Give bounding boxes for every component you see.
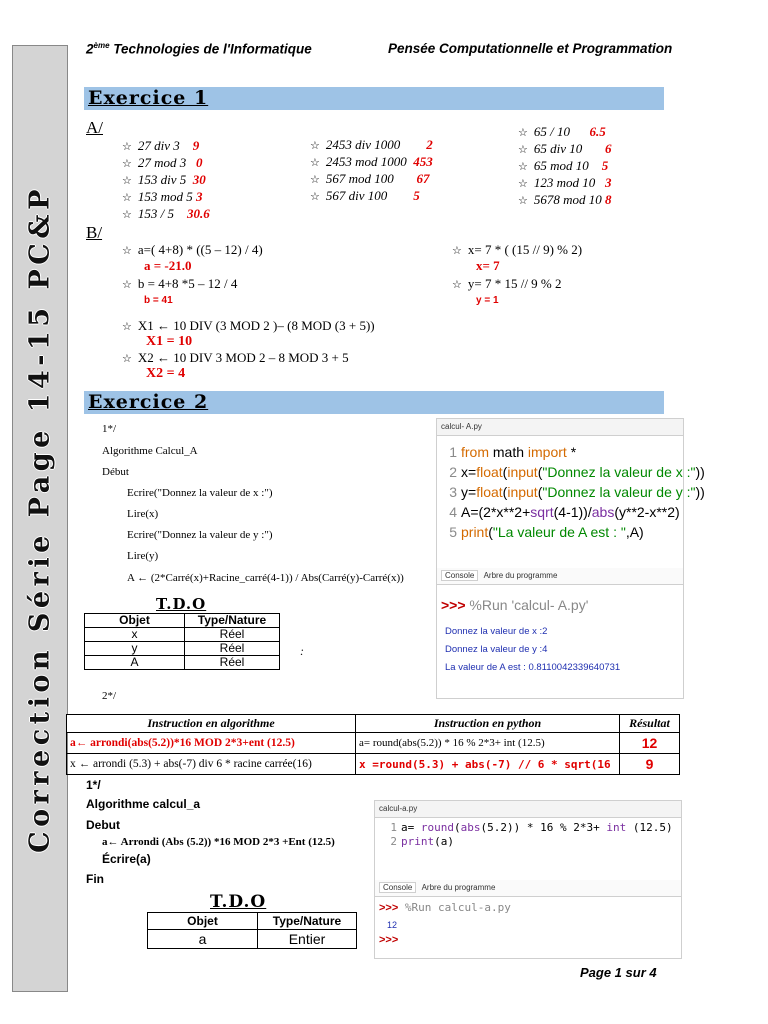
code-line: 5 print("La valeur de A est : ",A) [449, 524, 644, 540]
table-header: Instruction en algorithme [67, 715, 356, 733]
star-icon: ☆ [122, 245, 132, 257]
table-header: Instruction en python [356, 715, 620, 733]
exercise2-band [84, 391, 664, 414]
section-a-label: A/ [86, 118, 103, 137]
console-tabs [375, 880, 681, 897]
b-result: X1 = 10 [146, 334, 193, 349]
code-line: 4 A=(2*x**2+sqrt(4-1))/abs(y**2-x**2) [449, 504, 680, 520]
code-line: 2 print(a) [390, 835, 454, 848]
list-item: ☆ 567 mod 100 67 [310, 171, 430, 186]
list-item: ☆ 2453 div 1000 2 [310, 137, 433, 152]
tab-program-tree[interactable]: Arbre du programme [483, 571, 558, 580]
table-row: x ← arrondi (5.3) + abs(-7) div 6 * racine carrée(16) x =round(5.3) + abs(-7) // 6 * sqrt(16 9 [67, 754, 680, 775]
grade-suffix: ème [93, 41, 110, 50]
code-editor-1[interactable] [436, 418, 705, 570]
instruction-table [66, 714, 680, 775]
tab-console[interactable]: Console [441, 570, 478, 581]
b-result: y = 1 [476, 295, 499, 306]
star-icon: ☆ [452, 279, 462, 291]
table-header: Type/Nature [185, 614, 280, 628]
star-icon: ☆ [452, 245, 462, 257]
star-icon: ☆ [122, 279, 132, 291]
editor-tab[interactable]: calcul-a.py [375, 801, 681, 818]
tdo2-title: T.D.O [210, 892, 267, 912]
star-icon: ☆ [122, 321, 132, 333]
tab-program-tree[interactable]: Arbre du programme [421, 883, 496, 892]
header-left [86, 41, 312, 57]
console-1[interactable] [436, 568, 684, 699]
table-row: a Entier [148, 930, 357, 949]
star-icon: ☆ [122, 192, 132, 204]
list-item: ☆ 65 mod 10 5 [518, 158, 609, 173]
b-expr: X1 ← 10 DIV (3 MOD 2 )– (8 MOD (3 + 5)) [137, 318, 375, 333]
page-number: Page 1 sur 4 [580, 965, 657, 980]
algo-line: Lire(x) [127, 508, 159, 520]
table-row: A Réel [85, 656, 280, 670]
b-item-x1 [122, 318, 375, 350]
a-column-1 [122, 138, 210, 223]
part1-label: 1*/ [102, 423, 117, 435]
list-item: ☆ 5678 mod 10 8 [518, 192, 612, 207]
algo-line: A ← (2*Carré(x)+Racine_carré(4-1)) / Abs(Carré(y)-Carré(x)) [127, 572, 404, 584]
tdo1-title: T.D.O [156, 595, 207, 613]
a-column-3 [518, 124, 612, 209]
list-item: ☆ 153 / 5 30.6 [122, 206, 210, 221]
console-prompt: >>> [379, 902, 399, 914]
part2-label: 2*/ [102, 690, 117, 702]
list-item: ☆ 65 div 10 6 [518, 141, 612, 156]
list-item: ☆ 27 mod 3 0 [122, 155, 203, 170]
table-header: Type/Nature [258, 913, 357, 930]
star-icon: ☆ [310, 174, 320, 186]
section-b-label: B/ [86, 223, 103, 242]
output-line: Donnez la valeur de y :4 [445, 644, 548, 655]
grade-number: 2 [86, 41, 94, 57]
b-expr: b = 4+8 *5 – 12 / 4 [137, 276, 238, 291]
list-item: ☆ 2453 mod 1000 453 [310, 154, 433, 169]
tdo2-table [147, 912, 357, 949]
star-icon: ☆ [310, 191, 320, 203]
algo2-title: Algorithme calcul_a [86, 797, 201, 811]
console-run: %Run 'calcul- A.py' [469, 597, 589, 613]
algo-line: Ecrire("Donnez la valeur de y :") [127, 529, 273, 541]
header-right: Pensée Computationnelle et Programmation [388, 41, 673, 56]
code-line: 2 x=float(input("Donnez la valeur de x :")) [449, 464, 705, 480]
list-item: ☆ 153 mod 5 3 [122, 189, 203, 204]
sidebar-title: Correction Série Page 14-15 PC&P [24, 184, 56, 853]
table-header: Objet [85, 614, 185, 628]
output-line: Donnez la valeur de x :2 [445, 626, 548, 637]
sidebar-banner [12, 45, 68, 992]
algo2-line: a← Arrondi (Abs (5.2)) *16 MOD 2*3 +Ent (12.5) [102, 836, 335, 848]
tab-console[interactable]: Console [379, 882, 416, 893]
header-subject: Technologies de l'Informatique [109, 41, 312, 57]
b-item-y [452, 276, 562, 306]
algo2-fin: Fin [86, 872, 104, 886]
code-lines[interactable] [375, 818, 681, 849]
b-item-x2 [122, 350, 349, 382]
algo-line: Lire(y) [127, 550, 159, 562]
console-output [437, 613, 683, 677]
table-header: Résultat [620, 715, 680, 733]
output-line: La valeur de A est : 0.8110042339640731 [445, 662, 621, 673]
table-row: x Réel [85, 628, 280, 642]
b-result: a = -21.0 [144, 258, 192, 273]
stray-colon: : [300, 644, 304, 658]
b-expr: y= 7 * 15 // 9 % 2 [467, 276, 562, 291]
table-row: y Réel [85, 642, 280, 656]
code-editor-2[interactable] [374, 800, 682, 882]
b-result: b = 41 [144, 295, 173, 306]
b-expr: X2 ← 10 DIV 3 MOD 2 – 8 MOD 3 + 5 [137, 350, 349, 365]
code-line: 1 from math import * [449, 444, 577, 460]
star-icon: ☆ [122, 175, 132, 187]
b-item-a [122, 242, 263, 274]
list-item: ☆ 27 div 3 9 [122, 138, 200, 153]
part3-label: 1*/ [86, 778, 101, 792]
algo-line: Ecrire("Donnez la valeur de x :") [127, 487, 273, 499]
console-run: %Run calcul-a.py [404, 901, 511, 914]
table-header: Objet [148, 913, 258, 930]
exercise1-title: Exercice 1 [88, 87, 209, 109]
console-prompt: >>> [441, 597, 466, 613]
star-icon: ☆ [122, 158, 132, 170]
console-tabs [437, 568, 683, 585]
star-icon: ☆ [310, 140, 320, 152]
algo-line: Algorithme Calcul_A [102, 445, 198, 457]
b-item-b [122, 276, 237, 306]
list-item: ☆ 123 mod 10 3 [518, 175, 612, 190]
editor-tab[interactable]: calcul- A.py [437, 419, 683, 436]
algo2-ecrire: Écrire(a) [102, 852, 151, 866]
b-expr: x= 7 * ( (15 // 9) % 2) [467, 242, 583, 257]
console-output: 12 [387, 920, 398, 930]
list-item: ☆ 567 div 100 5 [310, 188, 420, 203]
console-prompt-2: >>> [379, 934, 399, 946]
b-expr: a=( 4+8) * ((5 – 12) / 4) [137, 242, 263, 257]
list-item: ☆ 153 div 5 30 [122, 172, 206, 187]
exercise1-band [84, 87, 664, 110]
code-lines[interactable] [437, 436, 705, 542]
star-icon: ☆ [518, 195, 528, 207]
list-item: ☆ 65 / 10 6.5 [518, 124, 606, 139]
exercise2-title: Exercice 2 [88, 391, 209, 413]
console-run-line [437, 585, 683, 613]
star-icon: ☆ [518, 161, 528, 173]
star-icon: ☆ [310, 157, 320, 169]
star-icon: ☆ [518, 144, 528, 156]
table-row: a← arrondi(abs(5.2))*16 MOD 2*3+ent (12.5) a= round(abs(5.2)) * 16 % 2*3+ int (12.5) 12 [67, 733, 680, 754]
code-line: 3 y=float(input("Donnez la valeur de y :")) [449, 484, 705, 500]
algo-line: Début [102, 466, 129, 478]
b-result: X2 = 4 [146, 366, 186, 381]
algo2-debut: Debut [86, 818, 120, 832]
star-icon: ☆ [518, 178, 528, 190]
b-item-x [452, 242, 582, 274]
b-result: x= 7 [476, 258, 500, 273]
tdo1-table [84, 613, 280, 670]
star-icon: ☆ [122, 209, 132, 221]
code-line: 1 a= round(abs(5.2)) * 16 % 2*3+ int (12.5) [390, 821, 673, 834]
console-run-line [375, 897, 681, 914]
star-icon: ☆ [122, 353, 132, 365]
console-2[interactable] [374, 880, 682, 959]
star-icon: ☆ [122, 141, 132, 153]
a-column-2 [310, 137, 433, 205]
star-icon: ☆ [518, 127, 528, 139]
